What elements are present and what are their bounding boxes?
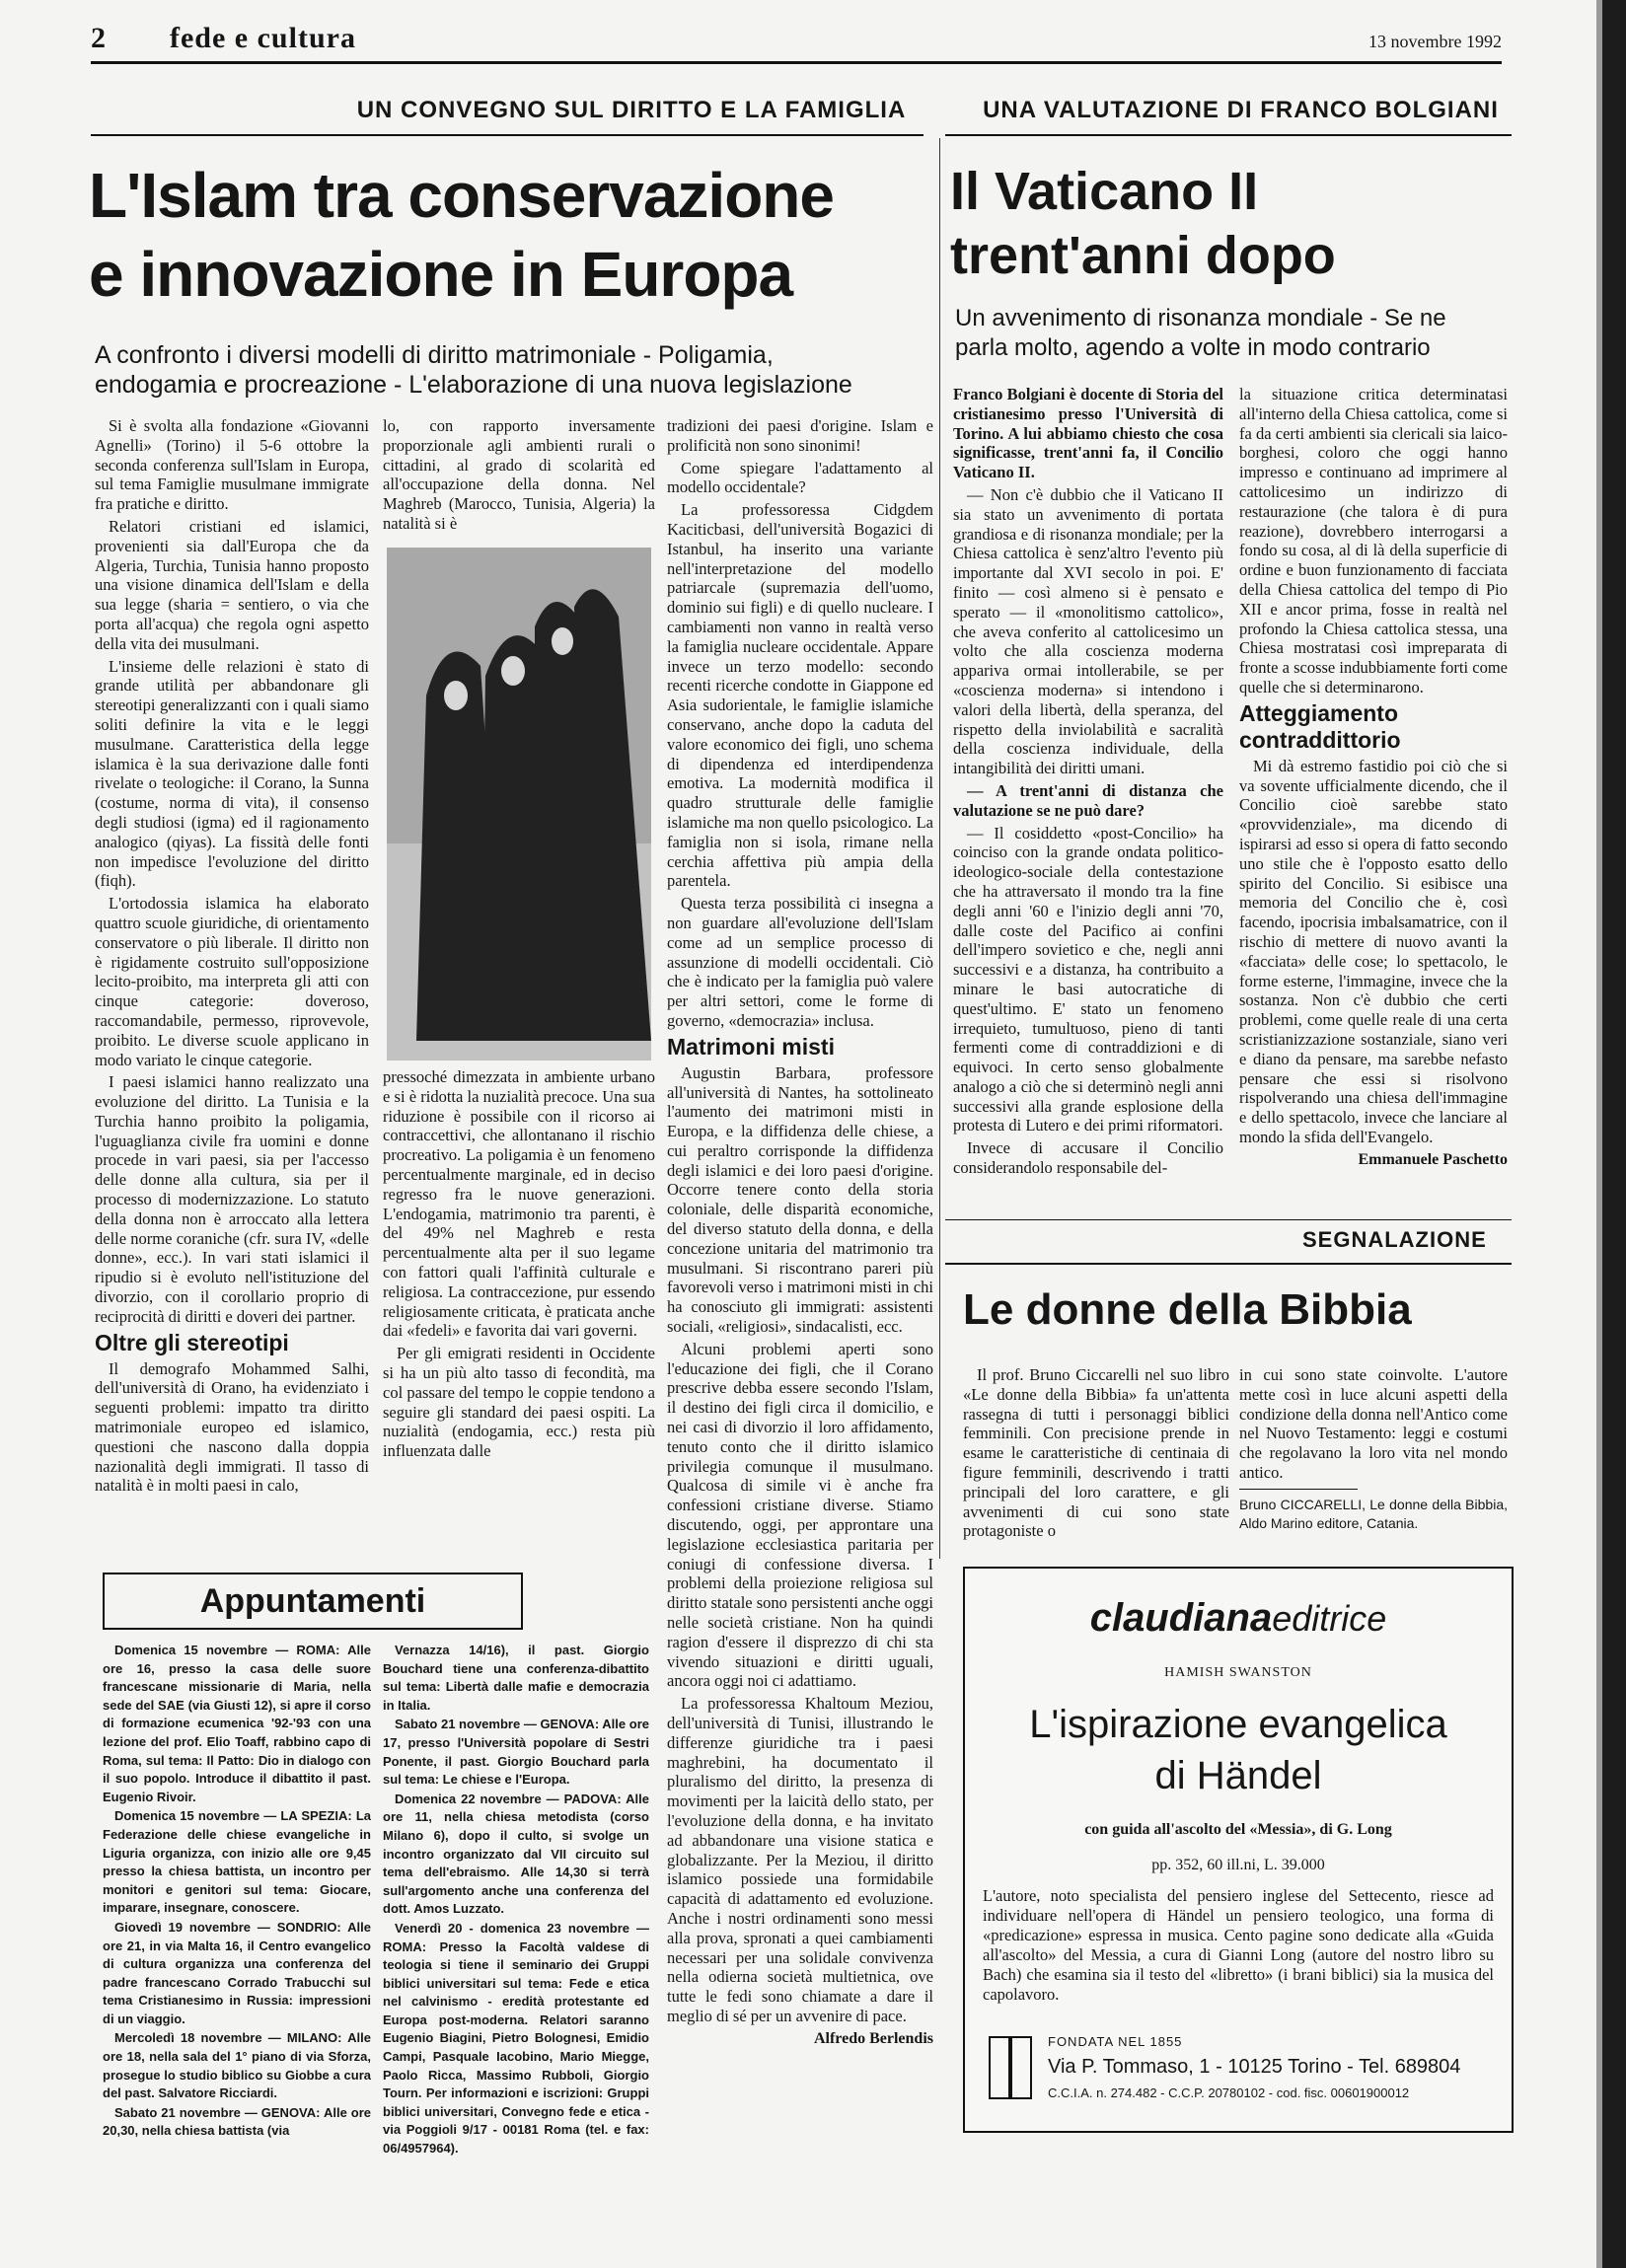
left-column-2-top	[383, 416, 655, 543]
photo-veiled-women	[387, 548, 651, 1061]
book-details: pp. 352, 60 ill.ni, L. 39.000	[1151, 1857, 1325, 1873]
paragraph: Come spiegare l'adattamento al modello occidentale?	[667, 458, 933, 497]
paragraph: — Non c'è dubbio che il Vaticano II sia stato un avvenimento di portata grandiosa e di risonanza mondiale; per la Chiesa cattolica è senz'altro l'evento più importante dal XVI secolo in poi. E' finito — così almeno si è pensato e sperato — il «monolitismo cattolico», che aveva conferito al cattolicesimo un volto che alla coscienza moderna appariva ormai intollerabile, se per «coscienza moderna» si intendono i valori della libertà, della speranza, del rispetto della inviolabilità e sacralità della coscienza individuale, della intangibilità dei diritti umani.	[953, 484, 1223, 778]
book-credit: Bruno CICCARELLI, Le donne della Bibbia, Aldo Marino editore, Catania.	[1239, 1496, 1508, 1531]
photo-illustration	[387, 548, 651, 1061]
subheading-stereotipi: Oltre gli stereotipi	[95, 1329, 289, 1355]
paragraph: Invece di accusare il Concilio considerandolo responsabile del-	[953, 1138, 1223, 1178]
segnalazione-title: Le donne della Bibbia	[963, 1285, 1412, 1334]
segnalazione-kicker: SEGNALAZIONE	[1302, 1227, 1487, 1252]
event-item: Venerdì 20 - domenica 23 novembre — ROMA: Presso la Facoltà valdese di teologia si tiene il seminario dei Gruppi biblici universitari sul tema: Fede e etica nel calvinismo - eredità protestante ed Europa post-moderna. Relatori saranno Eugenio Biagini, Pietro Bolognesi, Emidio Campi, Pasquale Iacobino, Mario Miegge, Paolo Ricca, Massimo Rubboli, Giorgio Tourn. Per informazioni e iscrizioni: Gruppi biblici universitari, Convegno fede e etica - via Poggioli 9/17 - 00181 Roma (tel. e fax: 06/4957964).	[383, 1920, 649, 2157]
event-item: Domenica 15 novembre — LA SPEZIA: La Federazione delle chiese evangeliche in Liguria organizza, con inizio alle ore 9,45 presso la chiesa battista, un incontro per monitori e genitori sul tema: Giocare, imparare, insegnare, conoscere.	[103, 1808, 371, 1916]
book-title-line1: L'ispirazione evangelica	[1029, 1703, 1447, 1746]
left-deck-line2: endogamia e procreazione - L'elaborazione di una nuova legislazione	[95, 371, 852, 399]
paragraph: Questa terza possibilità ci insegna a non guardare all'evoluzione dell'Islam come ad un semplice processo di assunzione di modelli occidentali. Ciò che è indicato per la famiglia può valere per altri settori, come le forme di governo, «democrazia» inclusa.	[667, 894, 933, 1030]
credit-rule	[1239, 1489, 1358, 1490]
paragraph: Mi dà estremo fastidio poi ciò che si va sovente ufficialmente dicendo, che il Concilio cioè sarebbe stato «provvidenziale», ma dicendo di ispirarsi ad esso si opera di fatto secondo uno stile che è l'opposto esatto dello spirito del Concilio. Si esibisce una memoria del Concilio che è, così facendo, ipocrisia imbalsamatrice, con il rischio di mettere di nuovo avanti la «facciata» delle cose; lo spettacolo, le forme esterne, l'immagine, invece che la sostanza. Non c'è dubbio che certi problemi, come quelle reale di una certa scristianizzazione sostanziale, siano veri e diano da pensare, ma sarebbe nefasto pensare che essi si risolvono rispolverando una chiesa dell'immagine e dello spettacolo, invece che lanciare al mondo la sfida dell'Evangelo.	[1239, 756, 1508, 1146]
book-author: HAMISH SWANSTON	[1164, 1665, 1312, 1680]
subheading-atteggiamento: Atteggiamento contraddittorio	[1239, 699, 1401, 753]
paragraph: — Il cosiddetto «post-Concilio» ha coinciso con la grande ondata politico-ideologico-sociale della contestazione che ha attraversato il mondo tra la fine degli anni '60 e l'inizio degli anni '70, dalle coste del Pacifico ai confini dell'impero sovietico e che, negli anni successivi e a distanza, ha contribuito a minare le basi autocratiche di quest'ultimo. E' stato un fenomeno irrequieto, tumultuoso, pieno di tanti fermenti come di contraddizioni e di equivoci. In certo senso globalmente analogo a ciò che si determinò negli anni successivi alla grande esplosione della protesta di Lutero e dei primi riformatori.	[953, 823, 1223, 1135]
book-description: L'autore, noto specialista del pensiero inglese del Settecento, riesce ad individuare nell'opera di Händel un pensiero teologico, una forma di «predicazione» espressa in musica. Cento pagine sono dedicate alla «Guida all'ascolto» del Messia, a cura di Gianni Long (autore del nostro libro su Bach) che esamina sia il testo del «libretto» (i brani biblici) sia la musica del capolavoro.	[983, 1886, 1494, 2004]
paragraph: I paesi islamici hanno realizzato una evoluzione del diritto. La Tunisia e la Turchia hanno proibito la poligamia, l'uguaglianza civile fra uomini e donne procede in vari paesi, sia per l'accesso delle donne alla cultura, sia per il processo di modernizzazione. Lo statuto della donna non è arroccato alla lettera delle norme coraniche (cfr. sura IV, «delle donne», ecc.). In vari stati islamici il ripudio si è evoluto nell'istituzione del divorzio, con il corollario proprio di reciprocità di diritti e doveri dei partner.	[95, 1072, 369, 1326]
publisher-suffix: editrice	[1272, 1598, 1387, 1639]
paragraph: lo, con rapporto inversamente proporzionale agli ambienti rurali o cittadini, al grado di scolarità ed all'occupazione della donna. Nel Maghreb (Marocco, Tunisia, Algeria) la natalità si è	[383, 416, 655, 533]
paragraph: Il demografo Mohammed Salhi, dell'università di Orano, ha evidenziato i seguenti problemi: impatto tra diritto matrimoniale europeo ed islamico, questioni che nascono dalla doppia nazionalità degli immigrati. Il tasso di natalità è in molti paesi in calo,	[95, 1358, 369, 1496]
section-divider	[939, 138, 940, 1559]
paragraph: L'ortodossia islamica ha elaborato quattro scuole giuridiche, di orientamento conservatore o più liberale. Il diritto non è rigidamente costruito sull'opposizione lecito-proibito, ma interpreta gli atti con cinque categorie: doveroso, raccomandabile, permesso, riprovevole, proibito. Le diverse scuole applicano in modo variato le cinque categorie.	[95, 894, 369, 1069]
masthead	[91, 22, 1502, 65]
event-item: Mercoledì 18 novembre — MILANO: Alle ore 18, nella sala del 1° piano di via Sforza, prosegue lo studio biblico su Giobbe a cura del past. Salvatore Ricciardi.	[103, 2030, 371, 2101]
left-headline-line2: e innovazione in Europa	[89, 239, 793, 310]
appuntamenti-title: Appuntamenti	[103, 1573, 523, 1630]
appuntamenti-column-2	[383, 1642, 649, 2157]
right-column-1	[953, 385, 1223, 1194]
event-item: Domenica 22 novembre — PADOVA: Alle ore 11, nella chiesa metodista (corso Milano 6), dopo il culto, si svolge un incontro organizzato dal VII circuito sul tema dell'ebraismo. Alle 14,30 si terrà sull'argomento anche una conferenza del dott. Amos Luzzato.	[383, 1791, 649, 1917]
paragraph: Alcuni problemi aperti sono l'educazione dei figli, che il Corano prescrive debba essere secondo l'Islam, il destino dei figli circa il domicilio, e nei casi di divorzio il loro affidamento, tenuto conto che il diritto islamico privilegia comunque il musulmano. Qualcosa di simile vi è anche fra confessioni cristiane diverse. Stiamo discutendo, oggi, per approntare una legislazione ecclesiastica paritaria per coniugi di confessione diversa. I problemi della proiezione religiosa sul diritto statale sono persistenti anche oggi nelle società cristiane. Non ha quindi ragion d'essere il disprezzo di chi sta vivendo situazioni e diritti uguali, ancora oggi noi ci adattiamo.	[667, 1339, 933, 1691]
right-kicker-rule	[945, 134, 1512, 136]
event-item: Sabato 21 novembre — GENOVA: Alle ore 20,30, nella chiesa battista (via	[103, 2104, 371, 2139]
paragraph: Per gli emigrati residenti in Occidente si ha un più alto tasso di fecondità, ma col passare del tempo le coppie tendono a seguire gli standard dei paesi ospiti. La nuzialità (endogamia, ecc.) resta più influenzata dalle	[383, 1344, 655, 1461]
left-kicker: UN CONVEGNO SUL DIRITTO E LA FAMIGLIA	[356, 97, 907, 123]
event-item: Sabato 21 novembre — GENOVA: Alle ore 17, presso l'Università popolare di Sestri Ponente, il past. Giorgio Bouchard parla sul tema: Le chiese e l'Europa.	[383, 1717, 649, 1788]
question: — A trent'anni di distanza che valutazione se ne può dare?	[953, 780, 1223, 820]
segnalazione-column-1	[963, 1365, 1229, 1544]
left-headline-line1: L'Islam tra conservazione	[89, 160, 834, 231]
paragraph: la situazione critica determinatasi all'interno della Chiesa cattolica, come si fa da certi ambienti sia clericali sia laico-borghesi, coloro che oggi hanno impresso e continuano ad imprimere al cattolicesimo un indirizzo di restaurazione (che talora è di pura reazione), dovrebbero interrogarsi a fondo su cosa, al di là della superficie di ordine e buon funzionamento di facciata della Chiesa cattolica del tempo di Pio XII e ancor prima, fosse in realtà nel profondo la Chiesa cattolica stessa, una Chiesa mostratasi così impreparata di fronte a scosse indubbiamente forti come quelle che si determinarono.	[1239, 385, 1508, 696]
subheading-matrimoni: Matrimoni misti	[667, 1033, 835, 1060]
publisher-emblem-icon	[989, 2036, 1032, 2099]
segnalazione-rule-top	[945, 1219, 1512, 1220]
book-title-line2: di Händel	[1154, 1754, 1322, 1797]
left-column-2-bottom	[383, 1067, 655, 1551]
book-subtitle: con guida all'ascolto del «Messia», di G. Long	[1084, 1821, 1392, 1838]
founded-note: FONDATA NEL 1855	[1048, 2034, 1183, 2049]
left-column-1	[95, 416, 369, 1551]
right-kicker: UNA VALUTAZIONE DI FRANCO BOLGIANI	[983, 97, 1499, 123]
publisher-name: claudiana	[1089, 1596, 1273, 1640]
left-column-3	[667, 416, 933, 2133]
appuntamenti-column-1	[103, 1642, 371, 2139]
right-headline-line2: trent'anni dopo	[950, 226, 1336, 285]
event-item: Giovedì 19 novembre — SONDRIO: Alle ore 21, in via Malta 16, il Centro evangelico di cultura organizza una conferenza del padre francescano Corrado Trabucchi sul tema Cristianesimo in Russia: impressioni di un viaggio.	[103, 1919, 371, 2026]
paragraph: Si è svolta alla fondazione «Giovanni Agnelli» (Torino) il 5-6 ottobre la seconda conferenza sull'Islam in Europa, sul tema Famiglie musulmane immigrate fra pratiche e diritto.	[95, 416, 369, 514]
claudiana-advertisement	[963, 1567, 1514, 2133]
right-headline-line1: Il Vaticano II	[950, 162, 1259, 221]
issue-date: 13 novembre 1992	[1368, 32, 1502, 51]
left-kicker-rule	[91, 134, 924, 136]
segnalazione-rule	[945, 1263, 1512, 1265]
paragraph: La professoressa Cidgdem Kaciticbasi, dell'università Bogazici di Istanbul, ha inserito una variante nell'interpretazione del modello patriarcale (supremazia dell'uomo, dominio sui figli) e di quello nucleare. I cambiamenti non vanno in realtà verso la famiglia nucleare occidentale. Appare invece un terzo modello: secondo recenti ricerche condotte in Giappone ed Asia sudorientale, le famiglie islamiche conservano, anche dopo la caduta del valore economico dei figli, uno schema di dipendenza ed interdipendenza emotiva. La modernità modifica il quadro strutturale delle famiglie islamiche ma non quello psicologico. La famiglia non si isola, rimane nella cerchia affettiva più ampia della parentela.	[667, 500, 933, 891]
event-item: Vernazza 14/16), il past. Giorgio Bouchard tiene una conferenza-dibattito sul tema: Libertà dalle mafie e democrazia in Italia.	[383, 1643, 649, 1713]
right-column-2	[1239, 385, 1508, 1194]
publisher-address: Via P. Tommaso, 1 - 10125 Torino - Tel. 689804	[1048, 2056, 1461, 2078]
right-deck-line2: parla molto, agendo a volte in modo contrario	[955, 334, 1431, 361]
paragraph: pressoché dimezzata in ambiente urbano e si è ridotta la nuzialità precoce. Una sua riduzione è possibile con il ricorso ai contraccettivi, che allontanano il rischio procreativo. La poligamia è un fenomeno percentualmente marginale, ed in deciso regresso fra le nuove generazioni. L'endogamia, matrimonio tra parenti, è del 49% nel Maghreb e resta percentualmente alta per il suo legame con fattori quali l'affinità culturale e religiosa. La contraccezione, pur essendo religiosamente criticata, è praticata anche dai «fedeli» e favorita dai vari governi.	[383, 1067, 655, 1341]
intro-paragraph: Franco Bolgiani è docente di Storia del cristianesimo presso l'Università di Torino. A lui abbiamo chiesto che cosa significasse, trent'anni fa, il Concilio Vaticano II.	[953, 385, 1223, 482]
paragraph: Augustin Barbara, professore all'università di Nantes, ha sottolineato l'aumento dei matrimoni misti in Europa, e la diffidenza delle chiese, a cui peraltro corrisponde la diffidenza degli islamici e dei loro paesi d'origine. Occorre tenere conto della storia coloniale, delle disparità economiche, del diverso statuto della donna, e della concezione unitaria del matrimonio tra musulmani. Si riscontrano pareri più favorevoli verso i matrimoni misti in chi ha conosciuto gli immigrati: assistenti sociali, «religiosi», sindacalisti, ecc.	[667, 1062, 933, 1337]
publisher-codes: C.C.I.A. n. 274.482 - C.C.P. 20780102 - cod. fisc. 00601900012	[1048, 2085, 1410, 2100]
paragraph: La professoressa Khaltoum Meziou, dell'università di Tunisi, illustrando le differenze giuridiche tra i paesi maghrebini, ha documentato il pluralismo del diritto, la presenza di movimenti per la laicità dello stato, per l'evoluzione della donna, e ha invitato ad abbandonare una visione statica e globalizzante. Per la Meziou, il diritto islamico possiede una formidabile capacità di adattamento ed evoluzione. Anche i nostri ordinamenti sono messi alla prova, spronati a quei cambiamenti necessari per una solidale convivenza nella odierna società multietnica, ove tutte le fedi sono chiamate a dare il meglio di sé per un avvenire di pace.	[667, 1694, 933, 2025]
signature-paschetto: Emmanuele Paschetto	[1358, 1150, 1508, 1168]
masthead-rule	[91, 61, 1502, 64]
paragraph: L'insieme delle relazioni è stato di grande utilità per abbandonare gli stereotipi generalizzanti con i quali siamo soliti definire la vita e le leggi musulmane. Caratteristica della legge islamica è la sua derivazione dalle fonti rivelate o teologiche: il Corano, la Sunna (costume, norma di vita), il consenso degli studiosi (igma) ed il ragionamento analogico (qiyas). La fissità delle fonti non impedisce l'evoluzione del diritto (fiqh).	[95, 656, 369, 891]
segnalazione-column-2	[1239, 1365, 1508, 1536]
left-deck-line1: A confronto i diversi modelli di diritto matrimoniale - Poligamia,	[95, 341, 774, 369]
page-binding-edge	[1602, 0, 1626, 2268]
page-number: 2	[91, 22, 106, 54]
newspaper-name: fede e cultura	[170, 22, 356, 54]
paragraph: in cui sono state coinvolte. L'autore mette così in luce alcuni aspetti della condizione della donna nell'Antico come nel Nuovo Testamento: leggi e costumi che regolavano la loro vita nel mondo antico.	[1239, 1365, 1508, 1482]
paragraph: Relatori cristiani ed islamici, provenienti sia dall'Europa che da Algeria, Turchia, Tunisia hanno proposto una visione dinamica dell'Islam e della sua legge (sharia = sentiero, o via che porta all'acqua) che regola ogni aspetto della vita dei musulmani.	[95, 516, 369, 653]
signature-berlendis: Alfredo Berlendis	[813, 2029, 933, 2047]
publisher-logo	[965, 1596, 1512, 1641]
paragraph: Il prof. Bruno Ciccarelli nel suo libro «Le donne della Bibbia» fa un'attenta rassegna di tutti i personaggi biblici femminili. Con precisione prende in esame le caratteristiche di centinaia di figure femminili, descrivendo i tratti principali del loro carattere, e gli avvenimenti di cui sono state protagoniste o	[963, 1365, 1229, 1541]
event-item: Domenica 15 novembre — ROMA: Alle ore 16, presso la casa delle suore francescane missionarie di Maria, nella sede del SAE (via Giusti 12), si apre il corso di formazione ecumenica '92-'93 con una lezione del prof. Elio Toaff, rabbino capo di Roma, sul tema: Il Patto: Dio in dialogo con il suo popolo. Introduce il dibattito il past. Eugenio Rivoir.	[103, 1643, 371, 1804]
paragraph: tradizioni dei paesi d'origine. Islam e prolificità non sono sinonimi!	[667, 416, 933, 455]
right-deck-line1: Un avvenimento di risonanza mondiale - Se ne	[955, 305, 1446, 331]
